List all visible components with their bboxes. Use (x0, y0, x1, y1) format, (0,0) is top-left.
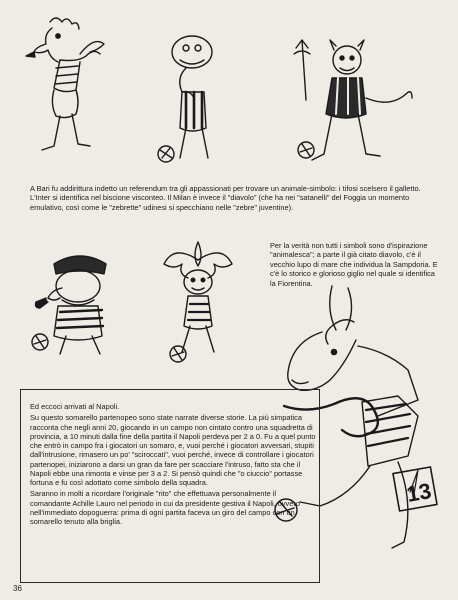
sailor-mascot-illustration (26, 250, 136, 360)
page-number: 36 (13, 584, 22, 593)
top-caption-paragraph: A Bari fu addirittura indetto un referendum tra gli appassionati per trovare un animale-simbolo: i tifosi scelsero il galletto. L'Inter si identifica nel biscione visconteo. Il Milan è invece il "diavolo" (che ha nei "satanelli" del Foggia un momento emulativo, così come le "zebrette" udinesi si specchiano nelle "zebre" juventine). (30, 184, 421, 212)
donkey-number-card (397, 472, 441, 514)
donkey-number-text: 13 (404, 478, 434, 507)
napoli-paragraph-story: Su questo somarello partenopeo sono state narrate diverse storie. La più simpatica racconta che negli anni 20, giocando in un campo non cintato contro una squadretta di provincia, a 10 minuti dalla fine della partita il Napoli perdeva per 2 a 0. Fu a quel punto che entrò in campo fra i giocatori un somaro, e, vuoi perché i giocatori avversari, stupiti dall'intrusione, rimasero un po' "sciroccati", vuoi perché, invece di controllare i giocatori partenopei, iniziarono a darsi un gran da fare per scacciare l'intruso, fatto sta che il Napoli ebbe una rimonta e vinse per 3 a 2. Si pensò quindi che "o ciuccio" portasse fortuna e fu così adottato come simbolo della squadra. (30, 413, 316, 487)
lily-mascot-illustration (150, 238, 246, 366)
devil-mascot-illustration (292, 38, 416, 174)
rooster-mascot-illustration (22, 14, 108, 164)
snake-mascot-illustration (152, 30, 228, 170)
napoli-text (30, 402, 316, 528)
napoli-paragraph-lauro: Saranno in molti a ricordare l'originale "rito" che effettuava personalmente il comandante Achille Lauro nel periodo in cui da presidente gestiva il Napoli, ovvero nell'immediato dopoguerra: prima di ogni partita faceva un giro del campo con un somarello tenuto alla briglia. (30, 489, 300, 526)
right-caption-paragraph: Per la verità non tutti i simboli sono d'ispirazione "animalesca"; a parte il già citato diavolo, c'è il vecchio lupo di mare che individua la Sampdoria. E c'è lo storico e glorioso giglio nel quale si identifica la Fiorentina. (270, 241, 438, 288)
napoli-paragraph-intro: Ed eccoci arrivati al Napoli. (30, 402, 120, 411)
